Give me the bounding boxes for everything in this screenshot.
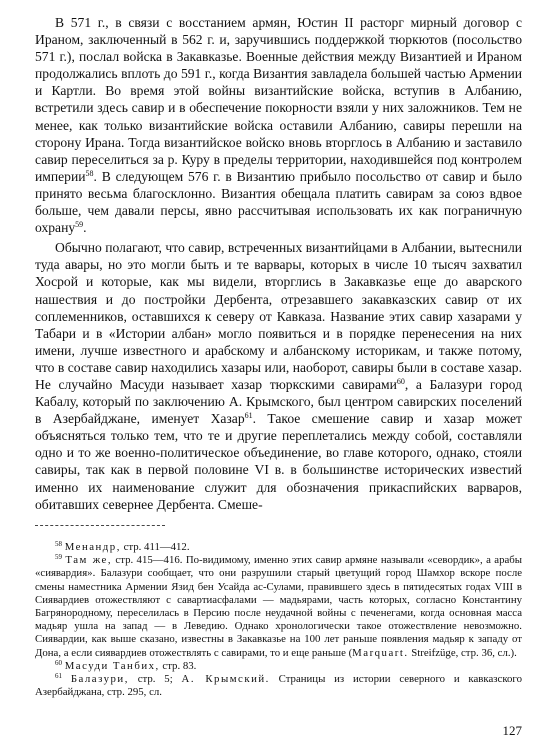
footnote-ref: 59 [55, 553, 62, 562]
footnote-ref: 61 [55, 672, 62, 681]
footnote [35, 541, 522, 554]
main-text [35, 14, 522, 513]
paragraph [35, 239, 522, 513]
author-name: Балазури, [70, 673, 129, 686]
text-run: В 571 г., в связи с восстанием армян, Юстин II расторг мирный договор с Ираном, заключенный в 562 г. и, заручившись поддержкой тюркютов (посольство 571 г.), послал войска в Закавказье. Военные действия между Византией и Ираном продолжались вплоть до 591 г., когда Византия завладела большей частью Армении и Картли. Во время этой войны византийские войска, вступив в Албанию, встретили здесь савир и в обеспечение покорности взяли у них заложников. Тем не менее, как только византийские войска оставили Албанию, савиры перешли на сторону Ирана. Тогда византийское войско вновь вторглось в Албанию и заставило савир переселиться за р. Куру в пределы территории, находившейся под контролем империи [35, 15, 522, 184]
text-run: стр. 5; [128, 673, 182, 686]
author-name: А. Крымский. [181, 673, 270, 686]
text-run: Streifzüge, стр. 36, сл.). [408, 646, 517, 659]
footnote-ref: 60 [396, 376, 405, 386]
author-name: Marquart. [352, 646, 409, 659]
paragraph [35, 14, 522, 236]
author-name: Масуди Танбих, [64, 659, 160, 672]
text-run: стр. 411—412. [120, 541, 190, 553]
author-name: Там же, [65, 554, 113, 567]
footnotes [35, 541, 522, 699]
footnote [35, 660, 522, 673]
footnote-ref: 59 [75, 220, 84, 230]
footnote-ref: 58 [55, 540, 62, 548]
footnote-ref: 61 [244, 411, 253, 421]
page-number: 127 [502, 723, 522, 738]
text-run: , а Балазури город Кабалу, который по заключению А. Крымского, был центром савирских поселений в Азербайджане, именует Хазар [35, 376, 523, 427]
text-run: Страницы из истории северного и кавказского Азербайджана, стр. 295, сл. [35, 673, 522, 699]
footnote-separator [35, 525, 165, 526]
text-run: . Такое смешение савир и хазар может объясняться только тем, что те и другие переплетались между собой, составляли одно и то же военно-политическое объединение, во главе которого, однако, стояли савиры, так как в первой половине VI в. в большинстве исторических известий именно их наименование служит для обозначения прикаспийских варваров, обитавших севернее Дербента. Смеше- [35, 411, 522, 512]
text-run [62, 673, 71, 685]
footnote-ref: 58 [85, 168, 94, 178]
text-run: стр. 83. [159, 659, 197, 672]
text-run: Обычно полагают, что савир, встреченных византийцами в Албании, вытеснили туда авары, но это могли быть и те варвары, которых в числе 10 тысяч захватил Хосрой и которые, как мы видели, вторглись в Закавказье еще до аварского нашествия и до постройки Дербента, отрезавшего закавказских савир от их соплеменников, оставшихся к северу от Кавказа. Название этих савир хазарами у Табари и в «Истории албан» могло появиться и в порядке перенесения на них имени, лучше известного и арабскому и албанскому историкам, и также потому, что в составе савир находились хазары или, наоборот, савиры были в составе хазар. Не случайно Масуди называет хазар тюркскими савирами [35, 240, 522, 392]
text-run: стр. 415—416. По-видимому, именно этих савир армяне называли «севордик», а арабы «сиявардия». Балазури сообщает, что они разрушили старый цветущий город Шамхор вскоре после смены наместника Армении Язид бен Усайда ас-Сулами, правившего здесь в пятидесятых годах VIII в Сиявардиев отожествляют с савартиасфалами — мадьярами, часть которых, согласно Константину Багрянородному, переселилась в Персию после неудачной войны с печенегами, когда основная масса мадьяр ушла на запад — в Леведию. Однако хронологически такое отожествление невозможно. Сиявардии, как выше сказано, известны в Закавказье на 100 лет раньше появления мадьяр к западу от Дона, а если сиявардиев отожествлять с савирами, то и еще раньше ( [35, 554, 523, 659]
footnote-ref: 60 [55, 658, 62, 667]
text-run: . [83, 220, 87, 236]
author-name: Менандр, [64, 541, 121, 553]
footnote [35, 673, 522, 699]
text-run: . В следующем 576 г. в Византию прибыло посольство от савир и было принято весьма благосклонно. Византия обещала платить савирам за союз вдвое больше, чем давали персы, явно рассчитывая использовать их как пограничную охрану [35, 168, 522, 236]
footnote [35, 554, 522, 660]
